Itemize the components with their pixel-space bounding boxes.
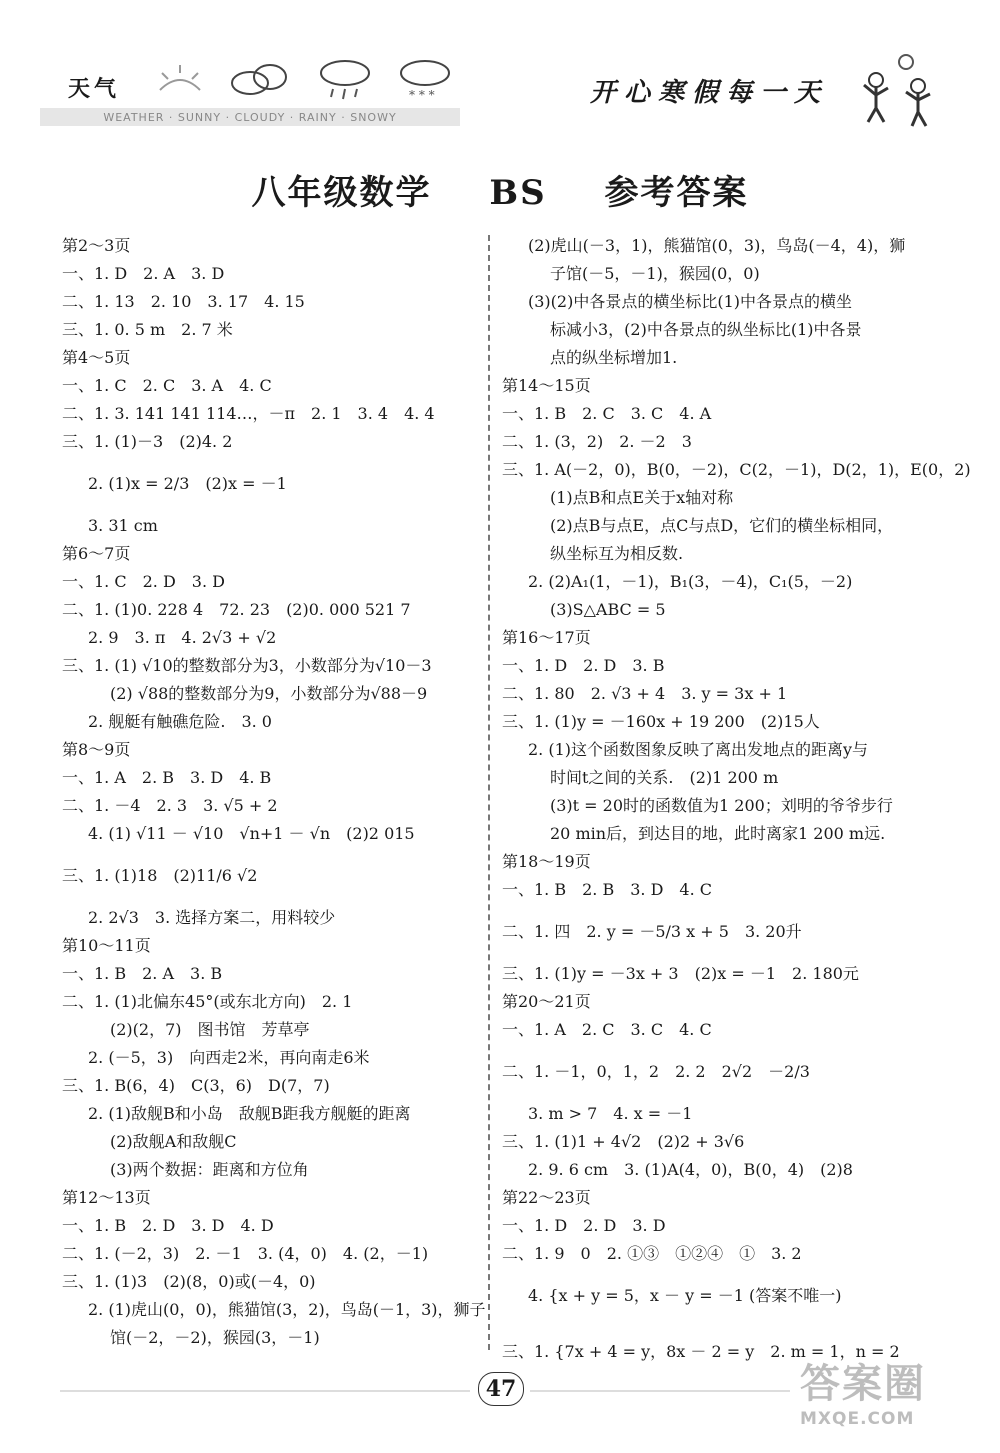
answer-line: 2. 2√3 3. 选择方案二，用料较少 — [88, 908, 336, 927]
rainy-icon — [315, 55, 375, 105]
answer-line: 三、1. (1)3 (2)(8，0)或(－4，0) — [62, 1272, 316, 1291]
answer-line: 3. m > 7 4. x = －1 — [528, 1104, 693, 1123]
page-header — [0, 0, 1000, 140]
column-divider — [488, 235, 490, 1350]
answer-line: 2. (1)虎山(0，0)，熊猫馆(3，2)，鸟岛(－1，3)，狮子 — [88, 1300, 486, 1319]
answer-line: 二、1. (3，2) 2. －2 3 — [502, 432, 692, 451]
answer-line: (3)两个数据：距离和方位角 — [110, 1160, 309, 1179]
answer-line: 一、1. C 2. C 3. A 4. C — [62, 376, 272, 395]
page-title — [0, 165, 1000, 214]
answer-line: 三、1. 0. 5 m 2. 7 米 — [62, 320, 233, 339]
answer-line: 2. (－5，3) 向西走2米，再向南走6米 — [88, 1048, 370, 1067]
section-heading: 第12～13页 — [62, 1188, 151, 1207]
answer-line: 三、1. B(6，4) C(3，6) D(7，7) — [62, 1076, 330, 1095]
section-heading: 第20～21页 — [502, 992, 591, 1011]
watermark-url: MXQE.COM — [800, 1409, 915, 1429]
footer-rule-left — [60, 1390, 470, 1392]
section-heading: 第6～7页 — [62, 544, 131, 563]
title-grade: 八年级数学 — [251, 173, 432, 213]
section-heading: 第4～5页 — [62, 348, 131, 367]
answer-line: 三、1. (1)y = －160x + 19 200 (2)15人 — [502, 712, 820, 731]
title-label: 参考答案 — [604, 173, 749, 213]
answer-line: (2)点B与点E，点C与点D，它们的横坐标相同， — [550, 516, 894, 535]
answer-line: 三、1. (1) √10的整数部分为3，小数部分为√10－3 — [62, 656, 432, 675]
answer-line: (1)点B和点E关于x轴对称 — [550, 488, 734, 507]
answer-line: 3. 31 cm — [88, 516, 158, 535]
answer-line: 一、1. A 2. C 3. C 4. C — [502, 1020, 712, 1039]
answer-line: 二、1. (1)北偏东45°(或东北方向) 2. 1 — [62, 992, 353, 1011]
svg-text:* * *: * * * — [409, 88, 435, 102]
answer-line: 二、1. 80 2. √3 + 4 3. y = 3x + 1 — [502, 684, 788, 703]
answer-line: 二、1. －1，0，1，2 2. 2 2√2 －2/3 — [502, 1062, 810, 1081]
answer-line: 2. 9. 6 cm 3. (1)A(4，0)，B(0，4) (2)8 — [528, 1160, 853, 1179]
answer-line: 二、1. (－2，3) 2. －1 3. (4，0) 4. (2，－1) — [62, 1244, 429, 1263]
answer-line: 三、1. {7x + 4 = y，8x － 2 = y 2. m = 1，n = 2 — [502, 1342, 900, 1361]
answer-line: (3)S△ABC = 5 — [550, 600, 666, 619]
answer-line: 4. (1) √11 － √10 √n+1 － √n (2)2 015 — [88, 824, 415, 843]
answers-right-column — [502, 232, 971, 1380]
answer-line: 三、1. (1)18 (2)11/6 √2 — [62, 866, 258, 885]
answer-line: 二、1. －4 2. 3 3. √5 + 2 — [62, 796, 278, 815]
answer-line: 二、1. (1)0. 228 4 72. 23 (2)0. 000 521 7 — [62, 600, 411, 619]
kids-playing-icon — [858, 50, 938, 130]
answer-line: (2)虎山(－3，1)，熊猫馆(0，3)，鸟岛(－4，4)，狮 — [528, 236, 906, 255]
answer-line: 三、1. (1)y = －3x + 3 (2)x = －1 2. 180元 — [502, 964, 859, 983]
answer-line: 三、1. (1)－3 (2)4. 2 — [62, 432, 233, 451]
watermark-logo: 答案圈 — [800, 1361, 926, 1407]
answer-line: 纵坐标互为相反数. — [550, 544, 684, 563]
answer-line: 一、1. A 2. B 3. D 4. B — [62, 768, 272, 787]
section-heading: 第14～15页 — [502, 376, 591, 395]
slogan: 开心寒假每一天 — [590, 78, 829, 108]
answer-line: (2)敌舰A和敌舰C — [110, 1132, 237, 1151]
answer-line: (3)t = 20时的函数值为1 200；刘明的爷爷步行 — [550, 796, 893, 815]
cloudy-icon — [225, 55, 295, 100]
answer-line: 2. (1)这个函数图象反映了离出发地点的距离y与 — [528, 740, 869, 759]
answer-line: 标减小3，(2)中各景点的纵坐标比(1)中各景 — [550, 320, 862, 339]
answer-line: 点的纵坐标增加1. — [550, 348, 678, 367]
section-heading: 第8～9页 — [62, 740, 131, 759]
section-heading: 第18～19页 — [502, 852, 591, 871]
answer-line: (3)(2)中各景点的横坐标比(1)中各景点的横坐 — [528, 292, 852, 311]
answer-line: 一、1. C 2. D 3. D — [62, 572, 225, 591]
answer-line: 子馆(－5，－1)，猴园(0，0) — [550, 264, 760, 283]
watermark — [800, 1352, 990, 1442]
sunny-icon — [150, 55, 210, 100]
answer-line: 二、1. 13 2. 10 3. 17 4. 15 — [62, 292, 305, 311]
page-number: 47 — [478, 1372, 524, 1406]
answer-line: 二、1. 四 2. y = －5/3 x + 5 3. 20升 — [502, 922, 802, 941]
answer-line: 二、1. 9 0 2. ①③ ①②④ ① 3. 2 — [502, 1244, 802, 1263]
footer-rule-right — [530, 1390, 790, 1392]
answer-line: (2) √88的整数部分为9，小数部分为√88－9 — [110, 684, 428, 703]
answer-line: 一、1. B 2. C 3. C 4. A — [502, 404, 712, 423]
answer-line: 二、1. 3. 141 141 114…，－π 2. 1 3. 4 4. 4 — [62, 404, 435, 423]
answer-line: (2)(2，7) 图书馆 芳草亭 — [110, 1020, 310, 1039]
section-heading: 第10～11页 — [62, 936, 151, 955]
answer-line: 三、1. (1)1 + 4√2 (2)2 + 3√6 — [502, 1132, 745, 1151]
title-edition: BS — [489, 173, 547, 213]
weather-words: WEATHER · SUNNY · CLOUDY · RAINY · SNOWY — [40, 108, 460, 126]
answer-line: 4. {x + y = 5，x － y = －1 (答案不唯一) — [528, 1286, 842, 1305]
answer-line: 一、1. D 2. D 3. B — [502, 656, 665, 675]
answer-line: 2. 9 3. π 4. 2√3 + √2 — [88, 628, 277, 647]
answers-left-column — [62, 232, 486, 1352]
answer-line: 一、1. D 2. D 3. D — [502, 1216, 666, 1235]
answer-line: 2. (1)x = 2/3 (2)x = －1 — [88, 474, 287, 493]
answer-line: 一、1. B 2. B 3. D 4. C — [502, 880, 712, 899]
weather-label: 天气 — [68, 76, 121, 102]
section-heading: 第2～3页 — [62, 236, 131, 255]
answer-line: 馆(－2，－2)，猴园(3，－1) — [110, 1328, 320, 1347]
answer-line: 2. 舰艇有触礁危险. 3. 0 — [88, 712, 272, 731]
answer-line: 一、1. D 2. A 3. D — [62, 264, 225, 283]
answer-line: 一、1. B 2. A 3. B — [62, 964, 223, 983]
answer-line: 三、1. A(－2，0)，B(0，－2)，C(2，－1)，D(2，1)，E(0，2) — [502, 460, 971, 479]
section-heading: 第22～23页 — [502, 1188, 591, 1207]
answer-line: 20 min后，到达目的地，此时离家1 200 m远. — [550, 824, 886, 843]
snowy-icon — [395, 55, 455, 105]
answer-line: 一、1. B 2. D 3. D 4. D — [62, 1216, 274, 1235]
answer-line: 时间t之间的关系. (2)1 200 m — [550, 768, 779, 787]
answer-line: 2. (1)敌舰B和小岛 敌舰B距我方舰艇的距离 — [88, 1104, 411, 1123]
answer-line: 2. (2)A₁(1，－1)，B₁(3，－4)，C₁(5，－2) — [528, 572, 853, 591]
section-heading: 第16～17页 — [502, 628, 591, 647]
